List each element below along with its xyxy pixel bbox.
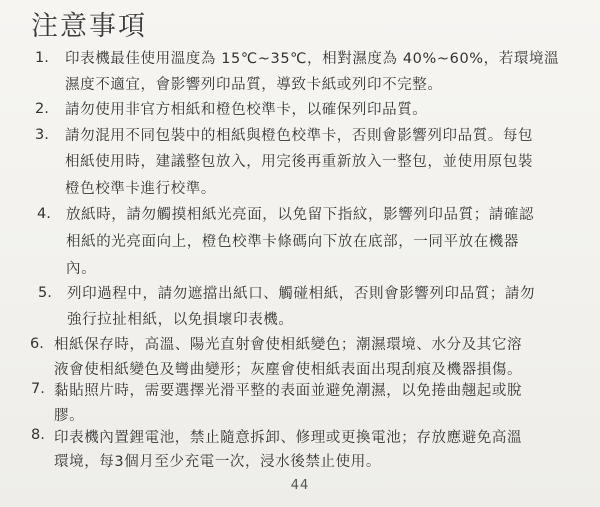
note-line: 強行拉扯相紙，以免損壞印表機。 (67, 312, 294, 328)
note-number: 7. (31, 381, 45, 397)
note-number: 1. (35, 50, 49, 66)
note-number: 2. (35, 101, 49, 117)
note-line: 相紙保存時，高溫、陽光直射會使相紙變色；潮濕環境、水分及其它溶 (54, 337, 523, 353)
note-line: 液會使相紙變色及彎曲變形；灰塵會使相紙表面出現刮痕及機器損傷。 (54, 362, 523, 378)
note-number: 3. (35, 127, 49, 143)
note-line: 請勿混用不同包裝中的相紙與橙色校準卡，否則會影響列印品質。每包 (65, 128, 534, 144)
note-line: 放紙時，請勿觸摸相紙光亮面，以免留下指紋，影響列印品質；請確認 (66, 207, 535, 223)
note-line: 黏貼照片時，需要選擇光滑平整的表面並避免潮濕，以免捲曲翹起或脫 (54, 383, 523, 399)
note-line: 膠。 (54, 408, 85, 424)
note-line: 印表機最佳使用溫度為 15℃~35℃，相對濕度為 40%~60%，若環境溫 (65, 51, 560, 67)
note-number: 5. (38, 285, 52, 301)
note-number: 6. (30, 336, 44, 352)
note-line: 內。 (66, 261, 97, 277)
note-line: 相紙的光亮面向上，橙色校準卡條碼向下放在底部，一同平放在機器 (66, 234, 519, 250)
note-number: 8. (31, 427, 45, 443)
note-line: 相紙使用時，建議整包放入，用完後再重新放入一整包，並使用原包裝 (65, 154, 534, 170)
page-title: 注意事項 (31, 11, 147, 42)
note-line: 列印過程中，請勿遮擋出紙口、觸碰相紙，否則會影響列印品質；請勿 (67, 286, 536, 302)
page-number: 44 (290, 478, 310, 493)
note-line: 環境，每3個月至少充電一次，浸水後禁止使用。 (54, 454, 381, 470)
note-line: 濕度不適宜，會影響列印品質，導致卡紙或列印不完整。 (65, 77, 443, 93)
note-number: 4. (37, 206, 51, 222)
note-line: 橙色校準卡進行校準。 (65, 181, 216, 197)
note-line: 請勿使用非官方相紙和橙色校準卡，以確保列印品質。 (65, 102, 428, 118)
note-line: 印表機內置鋰電池，禁止隨意拆卸、修理或更換電池；存放應避免高溫 (54, 430, 523, 446)
